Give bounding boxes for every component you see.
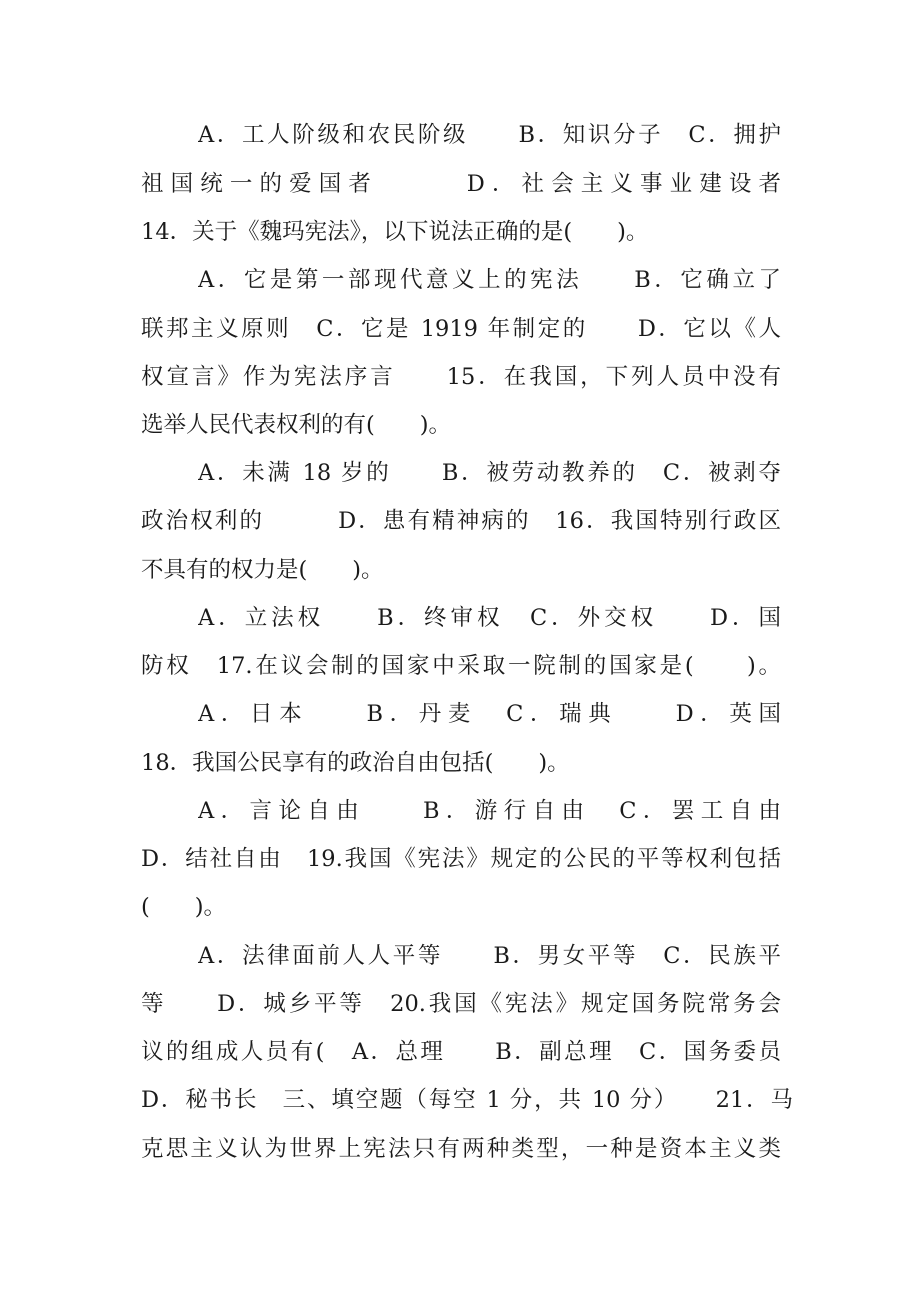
- text-line: A．它是第一部现代意义上的宪法 B．它确立了: [198, 267, 781, 293]
- text-line: 等 D．城乡平等 20.我国《宪法》规定国务院常务会: [141, 991, 781, 1017]
- text-line: A．日本 B．丹麦 C．瑞典 D．英国: [198, 701, 781, 727]
- text-line: A．未满 18 岁的 B．被劳动教养的 C．被剥夺: [198, 460, 781, 486]
- text-line: A．立法权 B．终审权 C．外交权 D．国: [198, 605, 781, 631]
- text-line: 14．关于《魏玛宪法》，以下说法正确的是( )。: [141, 219, 649, 245]
- text-line: 克思主义认为世界上宪法只有两种类型，一种是资本主义类: [141, 1136, 781, 1162]
- text-line: 防权 17.在议会制的国家中采取一院制的国家是( )。: [141, 653, 781, 679]
- text-line: 权宣言》作为宪法序言 15．在我国，下列人员中没有: [141, 364, 781, 390]
- text-line: 联邦主义原则 C．它是 1919 年制定的 D．它以《人: [141, 316, 781, 342]
- text-line: ( )。: [141, 894, 227, 920]
- text-line: 政治权利的 D．患有精神病的 16．我国特别行政区: [141, 508, 781, 534]
- text-line: A．法律面前人人平等 B．男女平等 C．民族平: [198, 943, 781, 969]
- text-line: A．言论自由 B．游行自由 C．罢工自由: [198, 798, 781, 824]
- text-line: A．工人阶级和农民阶级 B．知识分子 C．拥护: [198, 122, 781, 148]
- text-line: 不具有的权力是( )。: [141, 557, 384, 583]
- text-line: 祖国统一的爱国者 D．社会主义事业建设者: [141, 171, 781, 197]
- text-line: 18．我国公民享有的政治自由包括( )。: [141, 750, 570, 776]
- text-line: D．秘书长 三、填空题（每空 1 分，共 10 分） 21．马: [141, 1087, 793, 1113]
- text-line: 选举人民代表权利的有( )。: [141, 412, 452, 438]
- text-line: 议的组成人员有( A．总理 B．副总理 C．国务委员: [141, 1039, 781, 1065]
- text-line: D．结社自由 19.我国《宪法》规定的公民的平等权利包括: [141, 846, 781, 872]
